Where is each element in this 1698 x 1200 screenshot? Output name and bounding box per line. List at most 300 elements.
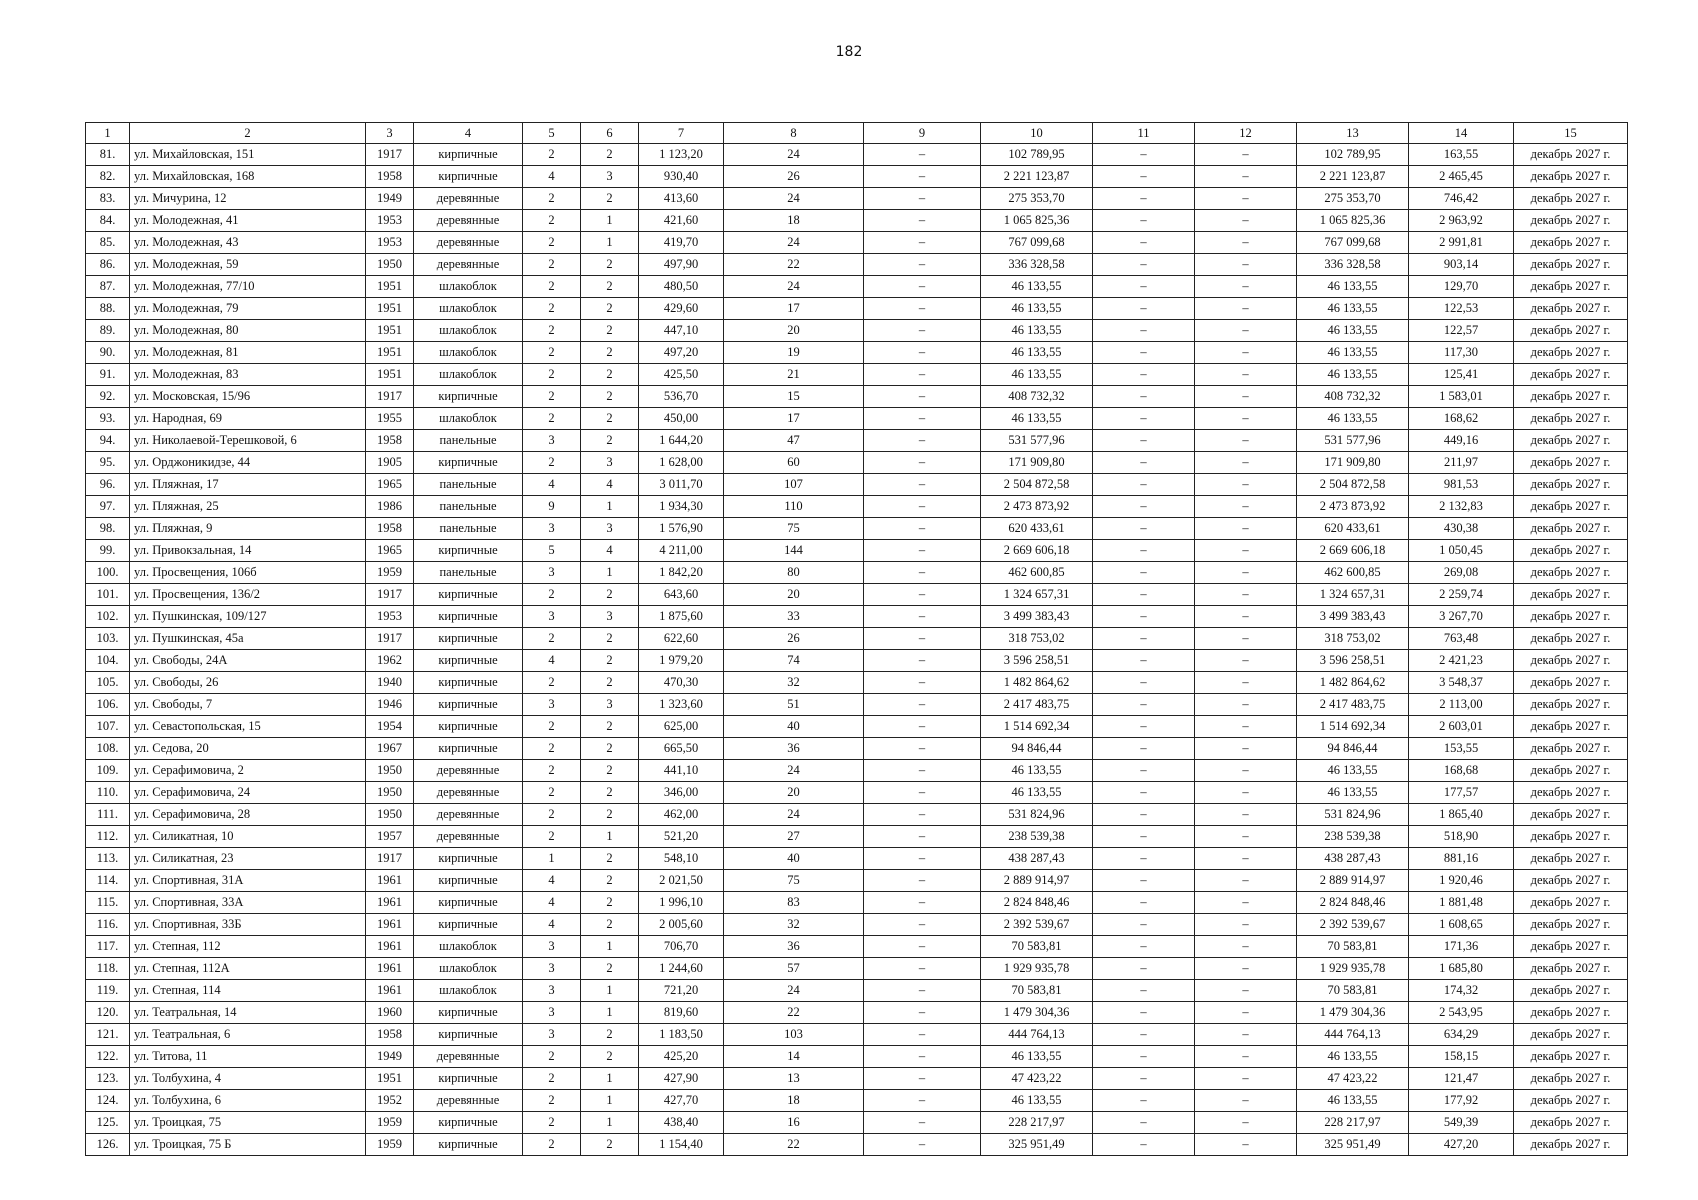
col-10-cell: 46 133,55 (981, 1046, 1093, 1068)
col-13-cell: 1 482 864,62 (1297, 672, 1409, 694)
col-11-cell: – (1093, 188, 1195, 210)
row-number-cell: 93. (86, 408, 130, 430)
wall-material-cell: деревянные (414, 1046, 523, 1068)
col-12-cell: – (1195, 1002, 1297, 1024)
col-9-cell: – (864, 1134, 981, 1156)
col-11-cell: – (1093, 760, 1195, 782)
col-14-cell: 2 132,83 (1409, 496, 1514, 518)
table-row (86, 650, 1628, 672)
col-11-cell: – (1093, 1112, 1195, 1134)
area-cell: 429,60 (639, 298, 724, 320)
col-8-cell: 110 (724, 496, 864, 518)
col-11-cell: – (1093, 408, 1195, 430)
entrances-cell: 1 (581, 210, 639, 232)
col-10-cell: 275 353,70 (981, 188, 1093, 210)
col-9-cell: – (864, 342, 981, 364)
col-8-cell: 16 (724, 1112, 864, 1134)
address-cell: ул. Серафимовича, 2 (130, 760, 366, 782)
col-9-cell: – (864, 166, 981, 188)
year-cell: 1961 (366, 936, 414, 958)
col-9-cell: – (864, 1090, 981, 1112)
address-cell: ул. Молодежная, 81 (130, 342, 366, 364)
year-cell: 1965 (366, 540, 414, 562)
year-cell: 1959 (366, 1112, 414, 1134)
area-cell: 450,00 (639, 408, 724, 430)
col-9-cell: – (864, 254, 981, 276)
wall-material-cell: кирпичные (414, 1134, 523, 1156)
floors-cell: 2 (523, 1134, 581, 1156)
col-12-cell: – (1195, 1024, 1297, 1046)
table-row (86, 254, 1628, 276)
floors-cell: 4 (523, 474, 581, 496)
entrances-cell: 2 (581, 716, 639, 738)
deadline-cell: декабрь 2027 г. (1514, 364, 1628, 386)
col-11-cell: – (1093, 716, 1195, 738)
col-13-cell: 444 764,13 (1297, 1024, 1409, 1046)
col-8-cell: 74 (724, 650, 864, 672)
col-14-cell: 122,57 (1409, 320, 1514, 342)
entrances-cell: 2 (581, 782, 639, 804)
col-13-cell: 1 324 657,31 (1297, 584, 1409, 606)
area-cell: 480,50 (639, 276, 724, 298)
entrances-cell: 2 (581, 430, 639, 452)
column-header: 15 (1514, 123, 1628, 144)
address-cell: ул. Пушкинская, 45а (130, 628, 366, 650)
area-cell: 438,40 (639, 1112, 724, 1134)
floors-cell: 3 (523, 1024, 581, 1046)
wall-material-cell: шлакоблок (414, 936, 523, 958)
col-12-cell: – (1195, 452, 1297, 474)
deadline-cell: декабрь 2027 г. (1514, 914, 1628, 936)
col-10-cell: 620 433,61 (981, 518, 1093, 540)
address-cell: ул. Степная, 114 (130, 980, 366, 1002)
area-cell: 1 934,30 (639, 496, 724, 518)
col-11-cell: – (1093, 1046, 1195, 1068)
entrances-cell: 3 (581, 694, 639, 716)
col-11-cell: – (1093, 1090, 1195, 1112)
address-cell: ул. Серафимовича, 28 (130, 804, 366, 826)
col-14-cell: 763,48 (1409, 628, 1514, 650)
table-row (86, 298, 1628, 320)
floors-cell: 2 (523, 826, 581, 848)
column-header: 7 (639, 123, 724, 144)
area-cell: 4 211,00 (639, 540, 724, 562)
col-8-cell: 20 (724, 782, 864, 804)
col-13-cell: 46 133,55 (1297, 1046, 1409, 1068)
year-cell: 1958 (366, 166, 414, 188)
col-9-cell: – (864, 430, 981, 452)
year-cell: 1955 (366, 408, 414, 430)
col-14-cell: 122,53 (1409, 298, 1514, 320)
deadline-cell: декабрь 2027 г. (1514, 232, 1628, 254)
col-11-cell: – (1093, 474, 1195, 496)
col-14-cell: 168,62 (1409, 408, 1514, 430)
area-cell: 625,00 (639, 716, 724, 738)
col-8-cell: 19 (724, 342, 864, 364)
table-row (86, 1068, 1628, 1090)
col-9-cell: – (864, 188, 981, 210)
floors-cell: 2 (523, 804, 581, 826)
address-cell: ул. Спортивная, 31А (130, 870, 366, 892)
col-14-cell: 518,90 (1409, 826, 1514, 848)
col-8-cell: 26 (724, 166, 864, 188)
col-11-cell: – (1093, 1068, 1195, 1090)
table-row (86, 408, 1628, 430)
col-9-cell: – (864, 914, 981, 936)
col-11-cell: – (1093, 782, 1195, 804)
table-row (86, 210, 1628, 232)
col-13-cell: 336 328,58 (1297, 254, 1409, 276)
floors-cell: 5 (523, 540, 581, 562)
year-cell: 1961 (366, 892, 414, 914)
address-cell: ул. Серафимовича, 24 (130, 782, 366, 804)
col-12-cell: – (1195, 870, 1297, 892)
housing-register-table (85, 122, 1628, 1156)
col-13-cell: 531 824,96 (1297, 804, 1409, 826)
col-11-cell: – (1093, 166, 1195, 188)
floors-cell: 3 (523, 518, 581, 540)
entrances-cell: 2 (581, 144, 639, 166)
deadline-cell: декабрь 2027 г. (1514, 1134, 1628, 1156)
row-number-cell: 117. (86, 936, 130, 958)
row-number-cell: 108. (86, 738, 130, 760)
col-14-cell: 2 963,92 (1409, 210, 1514, 232)
year-cell: 1959 (366, 1134, 414, 1156)
col-10-cell: 70 583,81 (981, 936, 1093, 958)
deadline-cell: декабрь 2027 г. (1514, 518, 1628, 540)
col-9-cell: – (864, 1046, 981, 1068)
col-9-cell: – (864, 1112, 981, 1134)
col-10-cell: 1 929 935,78 (981, 958, 1093, 980)
col-9-cell: – (864, 650, 981, 672)
floors-cell: 2 (523, 364, 581, 386)
area-cell: 425,20 (639, 1046, 724, 1068)
column-header: 14 (1409, 123, 1514, 144)
col-14-cell: 2 113,00 (1409, 694, 1514, 716)
deadline-cell: декабрь 2027 г. (1514, 782, 1628, 804)
entrances-cell: 1 (581, 826, 639, 848)
address-cell: ул. Мичурина, 12 (130, 188, 366, 210)
entrances-cell: 2 (581, 1024, 639, 1046)
col-13-cell: 1 929 935,78 (1297, 958, 1409, 980)
area-cell: 470,30 (639, 672, 724, 694)
col-12-cell: – (1195, 980, 1297, 1002)
address-cell: ул. Театральная, 6 (130, 1024, 366, 1046)
col-11-cell: – (1093, 1024, 1195, 1046)
address-cell: ул. Троицкая, 75 (130, 1112, 366, 1134)
address-cell: ул. Молодежная, 77/10 (130, 276, 366, 298)
area-cell: 665,50 (639, 738, 724, 760)
table-row (86, 716, 1628, 738)
table-row (86, 452, 1628, 474)
col-12-cell: – (1195, 166, 1297, 188)
col-8-cell: 24 (724, 980, 864, 1002)
row-number-cell: 113. (86, 848, 130, 870)
col-9-cell: – (864, 584, 981, 606)
deadline-cell: декабрь 2027 г. (1514, 210, 1628, 232)
wall-material-cell: кирпичные (414, 738, 523, 760)
row-number-cell: 83. (86, 188, 130, 210)
col-13-cell: 46 133,55 (1297, 782, 1409, 804)
entrances-cell: 2 (581, 958, 639, 980)
deadline-cell: декабрь 2027 г. (1514, 672, 1628, 694)
year-cell: 1951 (366, 320, 414, 342)
col-8-cell: 60 (724, 452, 864, 474)
col-13-cell: 325 951,49 (1297, 1134, 1409, 1156)
row-number-cell: 97. (86, 496, 130, 518)
area-cell: 2 021,50 (639, 870, 724, 892)
address-cell: ул. Свободы, 24А (130, 650, 366, 672)
col-10-cell: 767 099,68 (981, 232, 1093, 254)
col-13-cell: 3 596 258,51 (1297, 650, 1409, 672)
year-cell: 1950 (366, 804, 414, 826)
col-12-cell: – (1195, 738, 1297, 760)
entrances-cell: 2 (581, 276, 639, 298)
row-number-cell: 122. (86, 1046, 130, 1068)
wall-material-cell: кирпичные (414, 650, 523, 672)
floors-cell: 4 (523, 650, 581, 672)
deadline-cell: декабрь 2027 г. (1514, 1002, 1628, 1024)
col-14-cell: 125,41 (1409, 364, 1514, 386)
col-9-cell: – (864, 716, 981, 738)
deadline-cell: декабрь 2027 г. (1514, 540, 1628, 562)
col-8-cell: 20 (724, 320, 864, 342)
entrances-cell: 1 (581, 496, 639, 518)
wall-material-cell: кирпичные (414, 716, 523, 738)
col-12-cell: – (1195, 144, 1297, 166)
row-number-cell: 109. (86, 760, 130, 782)
row-number-cell: 125. (86, 1112, 130, 1134)
row-number-cell: 94. (86, 430, 130, 452)
table-row (86, 1024, 1628, 1046)
wall-material-cell: кирпичные (414, 1002, 523, 1024)
entrances-cell: 1 (581, 1002, 639, 1024)
floors-cell: 2 (523, 1068, 581, 1090)
col-9-cell: – (864, 606, 981, 628)
col-10-cell: 46 133,55 (981, 364, 1093, 386)
col-12-cell: – (1195, 188, 1297, 210)
col-14-cell: 174,32 (1409, 980, 1514, 1002)
col-14-cell: 117,30 (1409, 342, 1514, 364)
col-14-cell: 3 267,70 (1409, 606, 1514, 628)
col-12-cell: – (1195, 848, 1297, 870)
col-8-cell: 24 (724, 276, 864, 298)
entrances-cell: 2 (581, 408, 639, 430)
wall-material-cell: кирпичные (414, 892, 523, 914)
col-13-cell: 2 824 848,46 (1297, 892, 1409, 914)
col-11-cell: – (1093, 672, 1195, 694)
col-14-cell: 177,57 (1409, 782, 1514, 804)
col-10-cell: 1 514 692,34 (981, 716, 1093, 738)
col-9-cell: – (864, 892, 981, 914)
col-14-cell: 1 920,46 (1409, 870, 1514, 892)
floors-cell: 2 (523, 1112, 581, 1134)
col-13-cell: 46 133,55 (1297, 364, 1409, 386)
col-10-cell: 2 221 123,87 (981, 166, 1093, 188)
col-10-cell: 228 217,97 (981, 1112, 1093, 1134)
col-14-cell: 168,68 (1409, 760, 1514, 782)
entrances-cell: 2 (581, 892, 639, 914)
col-13-cell: 531 577,96 (1297, 430, 1409, 452)
col-14-cell: 2 259,74 (1409, 584, 1514, 606)
floors-cell: 2 (523, 760, 581, 782)
col-13-cell: 462 600,85 (1297, 562, 1409, 584)
col-13-cell: 46 133,55 (1297, 298, 1409, 320)
table-row (86, 386, 1628, 408)
col-8-cell: 13 (724, 1068, 864, 1090)
table-row (86, 232, 1628, 254)
row-number-cell: 87. (86, 276, 130, 298)
floors-cell: 4 (523, 892, 581, 914)
col-10-cell: 2 417 483,75 (981, 694, 1093, 716)
col-11-cell: – (1093, 254, 1195, 276)
col-10-cell: 46 133,55 (981, 782, 1093, 804)
wall-material-cell: деревянные (414, 254, 523, 276)
year-cell: 1940 (366, 672, 414, 694)
col-10-cell: 102 789,95 (981, 144, 1093, 166)
row-number-cell: 112. (86, 826, 130, 848)
col-11-cell: – (1093, 628, 1195, 650)
deadline-cell: декабрь 2027 г. (1514, 1090, 1628, 1112)
address-cell: ул. Молодежная, 41 (130, 210, 366, 232)
col-13-cell: 238 539,38 (1297, 826, 1409, 848)
year-cell: 1957 (366, 826, 414, 848)
col-9-cell: – (864, 738, 981, 760)
col-9-cell: – (864, 210, 981, 232)
row-number-cell: 126. (86, 1134, 130, 1156)
col-8-cell: 17 (724, 298, 864, 320)
row-number-cell: 121. (86, 1024, 130, 1046)
floors-cell: 9 (523, 496, 581, 518)
floors-cell: 2 (523, 1046, 581, 1068)
wall-material-cell: шлакоблок (414, 320, 523, 342)
col-10-cell: 3 596 258,51 (981, 650, 1093, 672)
entrances-cell: 2 (581, 672, 639, 694)
entrances-cell: 2 (581, 584, 639, 606)
col-13-cell: 2 221 123,87 (1297, 166, 1409, 188)
address-cell: ул. Михайловская, 168 (130, 166, 366, 188)
table-row (86, 804, 1628, 826)
address-cell: ул. Николаевой-Терешковой, 6 (130, 430, 366, 452)
col-11-cell: – (1093, 694, 1195, 716)
col-11-cell: – (1093, 606, 1195, 628)
table-row (86, 848, 1628, 870)
row-number-cell: 111. (86, 804, 130, 826)
year-cell: 1958 (366, 518, 414, 540)
col-8-cell: 80 (724, 562, 864, 584)
col-14-cell: 430,38 (1409, 518, 1514, 540)
col-10-cell: 444 764,13 (981, 1024, 1093, 1046)
wall-material-cell: деревянные (414, 826, 523, 848)
col-11-cell: – (1093, 980, 1195, 1002)
row-number-cell: 99. (86, 540, 130, 562)
entrances-cell: 1 (581, 1112, 639, 1134)
col-8-cell: 18 (724, 1090, 864, 1112)
entrances-cell: 4 (581, 540, 639, 562)
table-row (86, 188, 1628, 210)
wall-material-cell: кирпичные (414, 166, 523, 188)
area-cell: 930,40 (639, 166, 724, 188)
col-9-cell: – (864, 1002, 981, 1024)
wall-material-cell: шлакоблок (414, 276, 523, 298)
address-cell: ул. Орджоникидзе, 44 (130, 452, 366, 474)
col-8-cell: 57 (724, 958, 864, 980)
area-cell: 447,10 (639, 320, 724, 342)
address-cell: ул. Свободы, 7 (130, 694, 366, 716)
col-13-cell: 3 499 383,43 (1297, 606, 1409, 628)
col-13-cell: 318 753,02 (1297, 628, 1409, 650)
deadline-cell: декабрь 2027 г. (1514, 1112, 1628, 1134)
floors-cell: 3 (523, 980, 581, 1002)
area-cell: 643,60 (639, 584, 724, 606)
area-cell: 1 875,60 (639, 606, 724, 628)
table-row (86, 474, 1628, 496)
col-9-cell: – (864, 672, 981, 694)
floors-cell: 3 (523, 958, 581, 980)
floors-cell: 4 (523, 166, 581, 188)
col-10-cell: 336 328,58 (981, 254, 1093, 276)
year-cell: 1952 (366, 1090, 414, 1112)
entrances-cell: 3 (581, 518, 639, 540)
col-12-cell: – (1195, 430, 1297, 452)
col-14-cell: 1 583,01 (1409, 386, 1514, 408)
col-10-cell: 531 824,96 (981, 804, 1093, 826)
deadline-cell: декабрь 2027 г. (1514, 936, 1628, 958)
deadline-cell: декабрь 2027 г. (1514, 826, 1628, 848)
table-row (86, 760, 1628, 782)
table-row (86, 364, 1628, 386)
col-13-cell: 2 669 606,18 (1297, 540, 1409, 562)
deadline-cell: декабрь 2027 г. (1514, 1046, 1628, 1068)
col-13-cell: 47 423,22 (1297, 1068, 1409, 1090)
col-10-cell: 2 504 872,58 (981, 474, 1093, 496)
col-12-cell: – (1195, 760, 1297, 782)
deadline-cell: декабрь 2027 г. (1514, 1068, 1628, 1090)
floors-cell: 1 (523, 848, 581, 870)
col-10-cell: 171 909,80 (981, 452, 1093, 474)
col-14-cell: 449,16 (1409, 430, 1514, 452)
col-8-cell: 75 (724, 870, 864, 892)
col-11-cell: – (1093, 804, 1195, 826)
address-cell: ул. Пляжная, 9 (130, 518, 366, 540)
floors-cell: 2 (523, 386, 581, 408)
entrances-cell: 2 (581, 628, 639, 650)
address-cell: ул. Михайловская, 151 (130, 144, 366, 166)
col-9-cell: – (864, 144, 981, 166)
deadline-cell: декабрь 2027 г. (1514, 716, 1628, 738)
entrances-cell: 2 (581, 804, 639, 826)
col-13-cell: 102 789,95 (1297, 144, 1409, 166)
col-14-cell: 171,36 (1409, 936, 1514, 958)
col-14-cell: 634,29 (1409, 1024, 1514, 1046)
address-cell: ул. Силикатная, 10 (130, 826, 366, 848)
area-cell: 427,70 (639, 1090, 724, 1112)
col-11-cell: – (1093, 826, 1195, 848)
entrances-cell: 2 (581, 386, 639, 408)
year-cell: 1950 (366, 760, 414, 782)
table-row (86, 342, 1628, 364)
wall-material-cell: деревянные (414, 210, 523, 232)
area-cell: 1 323,60 (639, 694, 724, 716)
address-cell: ул. Спортивная, 33А (130, 892, 366, 914)
floors-cell: 3 (523, 936, 581, 958)
entrances-cell: 2 (581, 870, 639, 892)
row-number-cell: 101. (86, 584, 130, 606)
column-header: 6 (581, 123, 639, 144)
address-cell: ул. Троицкая, 75 Б (130, 1134, 366, 1156)
row-number-cell: 81. (86, 144, 130, 166)
col-12-cell: – (1195, 232, 1297, 254)
